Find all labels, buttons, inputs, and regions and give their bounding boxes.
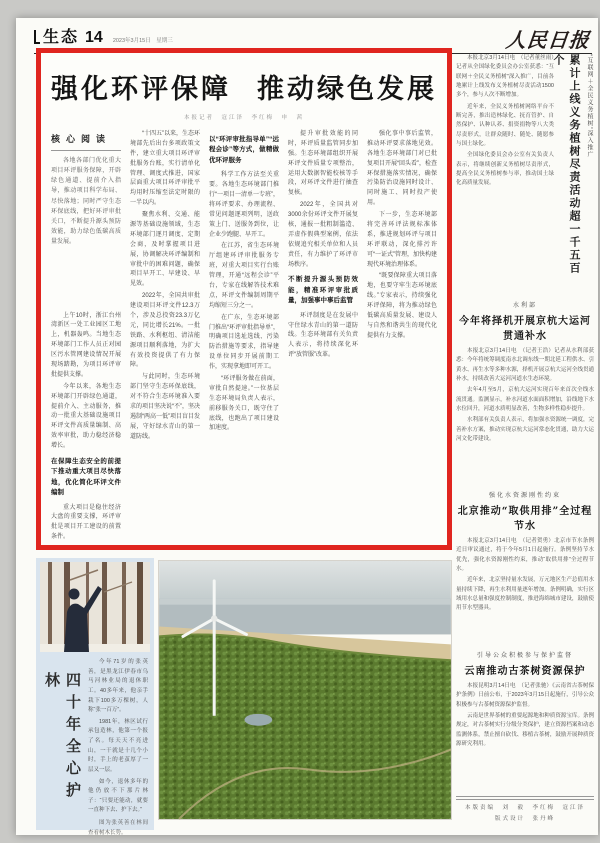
article-paragraph: 在江苏，省生态环境厅组建环评审批服务专班，对重大项目实行台账管理，开通“远程会诊”平台，专家在线解答技术难点，环评文件编制周期平均缩短三分之一。 (209, 243, 279, 309)
article-column-3 (209, 130, 279, 539)
sidebar-article-2-body (456, 347, 594, 444)
core-reading-text: 各地各部门优化重大项目环评服务保障，开辟绿色通道、提前介入指导，推动项目科学布局、尽快落地；同时严守生态环保底线，把好环评审批关口，不断提升源头预防效能，助力绿色低碳高质量发展。 (51, 157, 121, 246)
article-paragraph: “十四五”以来，生态环境部先后出台多项政策文件，建立重大项目环评审批服务台账，实行清单化管理、调度式推进，国家层面重大项目环评审批平均用时压缩至法定时限的一半以内。 (130, 131, 200, 207)
article-paragraph: 与此同时，生态环境部门坚守生态环保底线，对不符合生态环境准入要求的项目坚决说“不”，坚决遏制“两高一低”项目盲目发展，守好绿水青山的第一道防线。 (130, 374, 200, 440)
aerial-forest-photo (158, 560, 452, 820)
sidebar-article-1-headline-group (552, 54, 594, 292)
feature-paragraph: 如今，退休多年的他仍放不下那片林子：“只要还能动，就要一直种下去、护下去。” (88, 778, 148, 814)
sidebar-article-1 (456, 54, 594, 292)
article-paragraph: 科学工作方法至关重要。各地生态环境部门推行“一项目一清单一专班”，将环评要求、办理流程、常见问题逐项列明，送政策上门、送服务到位，让企业少跑腿、早开工。 (209, 172, 279, 238)
article-paragraph: 上午10时，浙江台州湾新区一处工业园区工地上，机器轰鸣。当地生态环境部门工作人员正对园区污水管网建设情况开展现场踏勘，为项目环评审批提供支撑。 (51, 312, 121, 378)
article-paragraph: 下一步，生态环境部将完善环评法规标准体系，推进规划环评与项目环评联动，深化排污许可“一证式”管理，加快构建现代环境治理体系。 (367, 212, 437, 268)
sidebar-article-4 (456, 650, 594, 790)
core-reading-rule (51, 150, 121, 151)
highlight-box (36, 48, 452, 550)
sidebar-article-3 (456, 490, 594, 642)
sidebar-article-4-body (456, 682, 594, 749)
column-1-blocks (51, 312, 121, 544)
photo-caption: 图为张英善在林间查看树木长势。 (88, 820, 148, 836)
article-paragraph: 聚焦水利、交通、能源等基础设施领域，生态环境部门逐月调度、定期会商，及时掌握项目进展，协调解决环评编制和审批中的困难问题，确保项目早开工、早建设、早见效。 (130, 212, 200, 288)
sidebar-article-1-body (456, 54, 554, 292)
article-paragraph: 环评制度是在发展中守住绿水青山的第一道防线。生态环境部有关负责人表示，将持续深化环评“放管服”改革。 (288, 312, 358, 359)
article-paragraph: 不断提升源头预防效能，精准环评审批质量，加强事中事后监管 (288, 276, 358, 305)
sidebar-article-4-headline: 云南推动古茶树资源保护 (464, 666, 586, 677)
article-paragraph: 2022年，全国共对3000余份环评文件开展复核，通报一批粗制滥造、弄虚作假典型案例，依法依规追究相关单位和人员责任，有力维护了环评市场秩序。 (288, 202, 358, 268)
feature-content (40, 652, 150, 836)
core-reading-title: 核心阅读 (51, 134, 112, 144)
sidebar-paragraph: 水利部有关负责人表示，将加强水资源统一调度，完善补水方案，推动实现京杭大运河常态化贯通，助力大运河文化带建设。 (456, 417, 594, 443)
sidebar-paragraph: 全国绿化委员会办公室有关负责人表示，将继续创新义务植树尽责形式，提高全民义务植树参与率，推动国土绿化高质量发展。 (456, 152, 554, 187)
article-column-2 (130, 130, 200, 539)
newspaper-page (16, 18, 598, 835)
feature-paragraph: 1981年，林区试行承包造林，他第一个报了名。每天天不亮进山，一干就是十几个小时，手上的老茧厚了一层又一层。 (88, 718, 148, 773)
page-number: 14 (85, 29, 103, 46)
article-column-5 (367, 130, 437, 539)
sidebar-article-1-headline: 累计上线义务植树尽责活动超一千五百个 (552, 54, 581, 275)
main-headline-left: 强化环评保障 (51, 74, 231, 105)
article-paragraph: 在保障生态安全的前提下推动重大项目尽快落地，优化简化环评文件编制 (51, 458, 121, 497)
sidebar-article-3-body (456, 537, 594, 614)
footer-credit-editors: 本版责编 刘 毅 李红梅 寇江泽 (464, 804, 585, 811)
sidebar-article-1-kicker: “互联网＋全民义务植树”深入推广 (586, 54, 592, 158)
article-paragraph: 以“环评审批指导单”“远程会诊”等方式，做精做优环评服务 (209, 136, 279, 164)
section-bracket-icon (34, 30, 40, 44)
core-reading-box (51, 132, 121, 248)
sidebar-article-3-headline: 北京推动“取供用排”全过程节水 (457, 506, 593, 532)
sidebar-paragraph: 本报北京3月14日电 （记者王浩）记者从水利部获悉：今年将统筹调度南水北调东线一期北延工程供水、引黄水、再生水等多种水源，择机开展京杭大运河全线贯通补水，持续改善大运河河道水生态环境。 (456, 348, 594, 383)
footer-credit-design: 版式设计 张丹峰 (494, 815, 555, 822)
article-paragraph: 今年以来，各地生态环境部门开辟绿色通道，提前介入、主动服务，推动一批重大基础设施项目环评文件高质量编制、高效率审批，助力稳经济稳增长。 (51, 383, 121, 450)
sidebar-paragraph: 本报昆明3月14日电 （记者张驰）《云南省古茶树保护条例》日前公布，于2023年3月15日起施行，引导公众积极参与古茶树资源保护监督。 (456, 683, 594, 708)
sidebar-article-3-kicker: 强化水资源刚性约束 (488, 493, 561, 499)
feature-headline: 四十年全心护林 (43, 672, 82, 804)
article-paragraph: “既要保障重大项目落地，也要守牢生态环境底线。”专家表示，持续强化环评保障，将为推动绿色低碳高质量发展、建设人与自然和谐共生的现代化提供有力支撑。 (367, 273, 437, 339)
article-paragraph: 重大项目是稳住经济大盘的重要支撑，环评审批是项目开工建设的前置条件。 (51, 504, 121, 541)
edition-date: 2023年3月15日 星期三 (112, 38, 173, 44)
feature-article (36, 558, 154, 836)
sidebar-article-4-kicker: 引导公众积极参与保护监督 (476, 653, 573, 659)
main-headline (41, 67, 447, 106)
feature-paragraph: 今年71岁的张英善，是黑龙江伊春市乌马河林业局的退休职工。40多年来，他亲手栽下100多万棵树，人称“张一百万”。 (88, 659, 148, 714)
forest-keeper-photo (40, 562, 150, 652)
article-paragraph: 强化事中事后监管，推动环评要求落地见效。各地生态环境部门对已批复项目开展“回头看”，检查环保措施落实情况，确保污染防治设施同时设计、同时施工、同时投产使用。 (367, 131, 437, 207)
footer-rule (456, 799, 594, 800)
main-headline-right: 推动绿色发展 (257, 74, 437, 105)
article-paragraph: “环评服务做在前面，审批自然提速。”一位基层生态环境局负责人表示，前移服务关口，既守住了底线，也跑出了项目建设加速度。 (209, 375, 279, 432)
sidebar-paragraph: 去年4月至5月，京杭大运河实现百年来首次全线水流贯通。监测显示，补水河道水面面积增加，沿线地下水水位回升，河道水质明显改善，生物多样性稳步提升。 (456, 387, 594, 413)
sidebar-paragraph: 云南是世界茶树的重要起源地和种质资源宝库。条例规定，对古茶树实行分级分类保护，建立资源档案和动态监测体系，禁止擅自砍伐、移植古茶树，鼓励开展种质资源研究利用。 (456, 713, 594, 748)
column-spacer (51, 248, 121, 312)
sidebar (456, 54, 594, 828)
sidebar-article-2-headline: 今年将择机开展京杭大运河贯通补水 (459, 316, 591, 342)
sidebar-paragraph: 近年来，北京坚持量水发展，万元地区生产总值用水量持续下降，再生水利用量逐年增加。条例明确，实行区域用水总量和强度控制制度，推进海绵城市建设，鼓励使用节水型器具。 (456, 577, 594, 612)
sidebar-paragraph: 本报北京3月14日电 （记者董丝雨）记者从全国绿化委员会办公室获悉：“互联网＋全民义务植树”深入推广，目前各地累计上线发布义务植树尽责活动1500多个，参与人次不断增加。 (456, 55, 554, 99)
sidebar-footer (456, 796, 594, 822)
sidebar-article-1-paragraphs (456, 54, 554, 149)
masthead-logo: 人民日报 (504, 28, 592, 52)
section-title: 生态 (43, 29, 80, 46)
article-paragraph: 2022年，全国共审批建设项目环评文件12.3万个，涉及总投资23.3万亿元，同比增长21%。一批铁路、水利枢纽、清洁能源项目顺利落地，为扩大有效投资提供了有力保障。 (130, 293, 200, 369)
article-paragraph: 在广东，生态环境部门推出“环评审批指导单”，明确项目选址选线、污染防治措施等要求，指导建设单位同步开展前期工作，实现拿地即可开工。 (209, 314, 279, 371)
article-paragraph: 提升审批效能的同时，环评质量监管同步加强。生态环境部组织开展环评文件质量专项整治，运用大数据智能校核等手段，对环评文件进行抽查复核。 (288, 131, 358, 197)
sidebar-article-2 (456, 300, 594, 482)
sidebar-paragraph: 本报北京3月14日电 （记者贺勇）北京市节水条例近日审议通过，将于今年5月1日起施行。条例坚持节水优先，强化水资源刚性约束，推动“取供用排”全过程节水。 (456, 538, 594, 573)
feature-paragraphs (88, 658, 148, 816)
article-column-1 (51, 130, 121, 539)
footer-rule (456, 796, 594, 797)
byline: 本报记者 寇江泽 李红梅 申 茜 (183, 115, 304, 121)
feature-body (88, 658, 148, 836)
article-column-4 (288, 130, 358, 539)
sidebar-paragraph: 近年来，全民义务植树网络平台不断完善，推出造林绿化、抚育管护、自然保护、认种认养、捐资捐物等八大类尽责形式，让群众随时、随处、随愿参与国土绿化。 (456, 103, 554, 148)
article-columns (41, 121, 447, 539)
sidebar-article-2-kicker: 水利部 (512, 303, 537, 309)
